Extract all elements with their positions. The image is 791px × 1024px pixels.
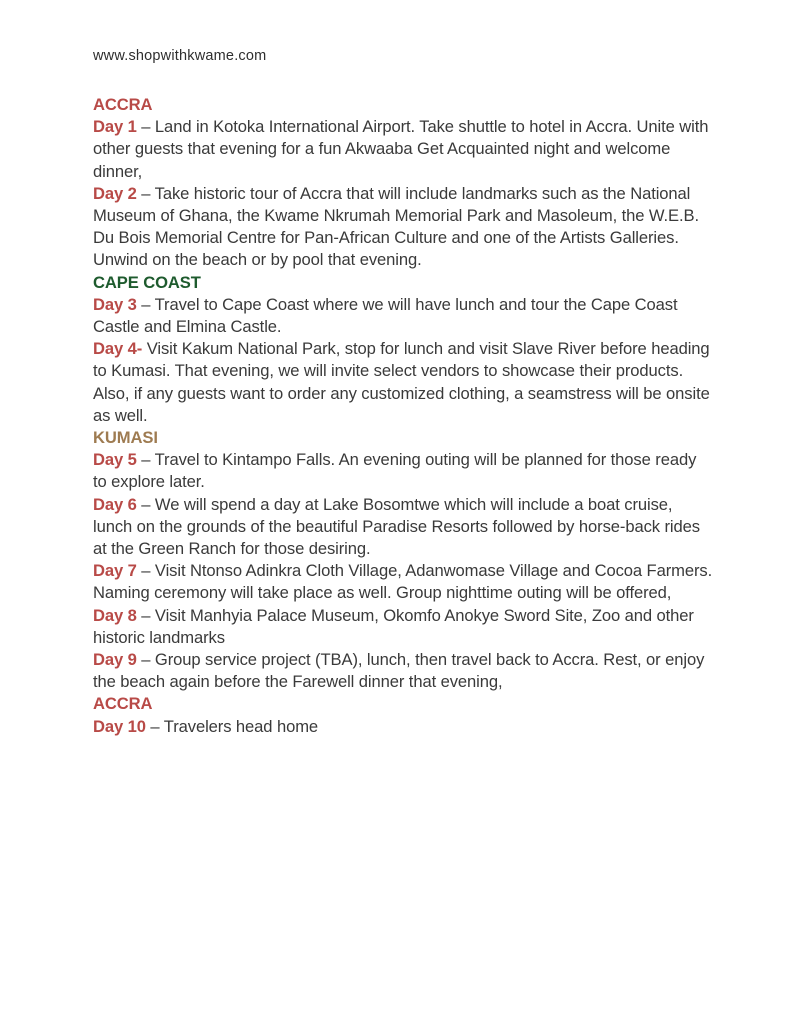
day-entry (93, 449, 713, 493)
section-heading (93, 693, 713, 715)
day-entry (93, 294, 713, 338)
day-label: Day 2 (93, 183, 137, 203)
site-url: www.shopwithkwame.com (93, 48, 267, 64)
day-label: Day 4- (93, 339, 143, 359)
section-heading-label: ACCRA (93, 694, 153, 714)
section-heading-label: ACCRA (93, 95, 153, 114)
section-heading (93, 427, 713, 449)
day-description: – Group service project (TBA), lunch, then travel back to Accra. Rest, or enjoy the beach again before the Farewell dinner that evening, (93, 650, 705, 692)
day-label: Day 6 (93, 494, 137, 514)
section-heading (93, 272, 713, 294)
itinerary-body (93, 94, 713, 738)
day-description: – Travel to Kintampo Falls. An evening outing will be planned for those ready to explore later. (93, 450, 697, 492)
day-entry (93, 116, 713, 183)
day-entry (93, 649, 713, 693)
day-entry (93, 716, 713, 738)
day-label: Day 7 (93, 561, 137, 581)
day-description: – Travelers head home (145, 716, 319, 736)
day-label: Day 10 (93, 716, 146, 736)
day-label: Day 3 (93, 294, 137, 314)
day-description: – Visit Manhyia Palace Museum, Okomfo Anokye Sword Site, Zoo and other historic landmarks (93, 605, 694, 647)
day-description: – Take historic tour of Accra that will include landmarks such as the National Museum of Ghana, the Kwame Nkrumah Memorial Park and Masoleum, the W.E.B. Du Bois Memorial Centre for Pan-African Culture and one of the Artists Galleries. Unwind on the beach or by pool that evening. (93, 183, 699, 270)
day-description: – We will spend a day at Lake Bosomtwe which will include a boat cruise, lunch on the grounds of the beautiful Paradise Resorts followed by horse-back rides at the Green Ranch for those desiring. (93, 494, 700, 559)
day-description: – Travel to Cape Coast where we will have lunch and tour the Cape Coast Castle and Elmina Castle. (93, 294, 678, 337)
day-description: – Visit Ntonso Adinkra Cloth Village, Adanwomase Village and Cocoa Farmers. Naming ceremony will take place as well. Group nighttime outing will be offered, (93, 561, 713, 603)
day-label: Day 9 (93, 650, 137, 670)
day-entry (93, 605, 713, 649)
day-entry (93, 494, 713, 561)
day-label: Day 5 (93, 450, 137, 470)
day-label: Day 8 (93, 605, 137, 625)
day-entry (93, 560, 713, 604)
section-heading (93, 94, 713, 116)
day-description: Visit Kakum National Park, stop for lunch and visit Slave River before heading to Kumasi. That evening, we will invite select vendors to showcase their products. Also, if any guests want to order any customized clothing, a seamstress will be onsite as well. (93, 339, 710, 425)
day-entry (93, 183, 713, 272)
section-heading-label: KUMASI (93, 428, 158, 448)
day-label: Day 1 (93, 117, 137, 137)
day-entry (93, 338, 713, 427)
section-heading-label: CAPE COAST (93, 272, 201, 292)
day-description: – Land in Kotoka International Airport. Take shuttle to hotel in Accra. Unite with other guests that evening for a fun Akwaaba Get Acquainted night and welcome dinner, (93, 117, 709, 181)
